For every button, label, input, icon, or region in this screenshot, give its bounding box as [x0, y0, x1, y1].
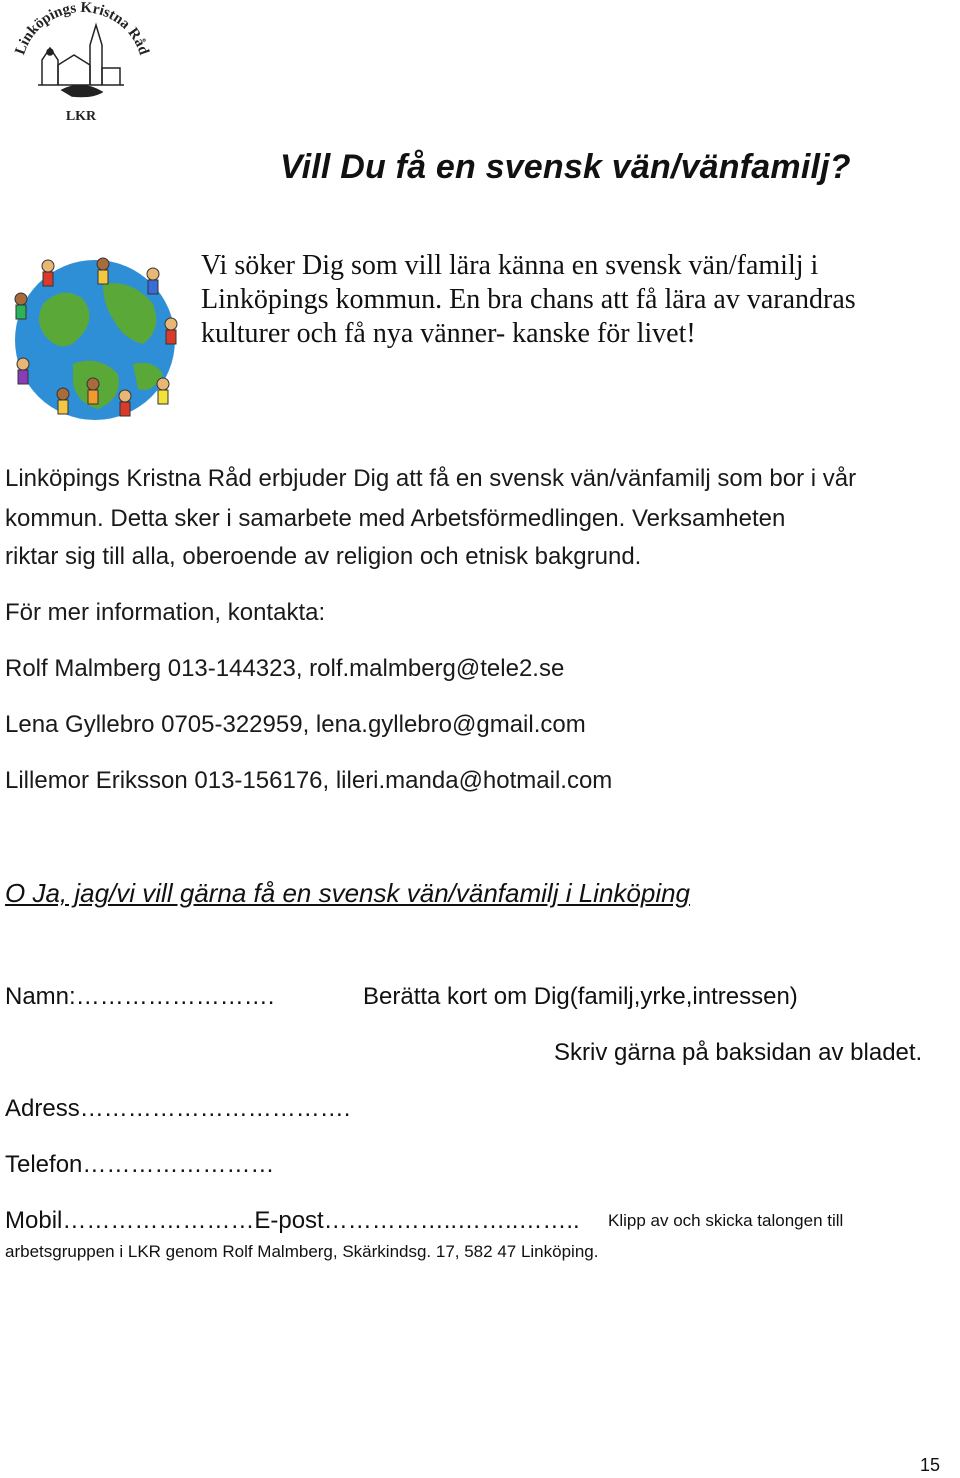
body-line: Linköpings Kristna Råd erbjuder Dig att få en svensk vän/vänfamilj som bor i vår [5, 465, 857, 492]
page-number: 15 [919, 1455, 940, 1475]
signup-checkbox-line[interactable]: O Ja, jag/vi vill gärna få en svensk vän/vänfamilj i Linköping [5, 878, 691, 908]
intro-line: Vi söker Dig som vill lära känna en svensk vän/familj i [201, 250, 819, 281]
lkr-logo [2, 0, 160, 128]
globe-people-illustration [3, 244, 183, 430]
back-side-hint: Skriv gärna på baksidan av bladet. [554, 1039, 923, 1066]
contact-lillemor: Lillemor Eriksson 013-156176, lileri.manda@hotmail.com [5, 767, 613, 794]
contact-rolf: Rolf Malmberg 013-144323, rolf.malmberg@tele2.se [5, 655, 565, 682]
svg-text:Linköpings Kristna Råd [12, 0, 151, 58]
clip-instruction-address: arbetsgruppen i LKR genom Rolf Malmberg, Skärkindsg. 17, 582 47 Linköping. [5, 1242, 599, 1261]
intro-line: kulturer och få nya vänner- kanske för livet! [201, 318, 696, 349]
logo-arc-text: Linköpings Kristna Råd [12, 0, 152, 57]
body-line: kommun. Detta sker i samarbete med Arbetsförmedlingen. Verksamheten [5, 505, 786, 532]
address-field[interactable]: Adress……………………………. [5, 1095, 351, 1122]
clip-instruction: Klipp av och skicka talongen till [608, 1211, 844, 1230]
phone-field[interactable]: Telefon…………………… [5, 1151, 275, 1178]
contact-lena: Lena Gyllebro 0705-322959, lena.gyllebro@gmail.com [5, 711, 586, 738]
tell-about-label: Berätta kort om Dig(familj,yrke,intressen) [363, 983, 798, 1010]
logo-abbr: LKR [65, 109, 97, 124]
mobile-email-field[interactable]: Mobil……………………E-post……………..……..…….. [5, 1207, 580, 1234]
page-title: Vill Du få en svensk vän/vänfamilj? [280, 148, 851, 186]
intro-line: Linköpings kommun. En bra chans att få lära av varandras [201, 284, 856, 315]
body-line: riktar sig till alla, oberoende av religion och etnisk bakgrund. [5, 543, 642, 570]
contact-intro: För mer information, kontakta: [5, 599, 326, 626]
name-field[interactable]: Namn:……………………. [5, 983, 275, 1010]
intro-paragraph [201, 249, 921, 351]
